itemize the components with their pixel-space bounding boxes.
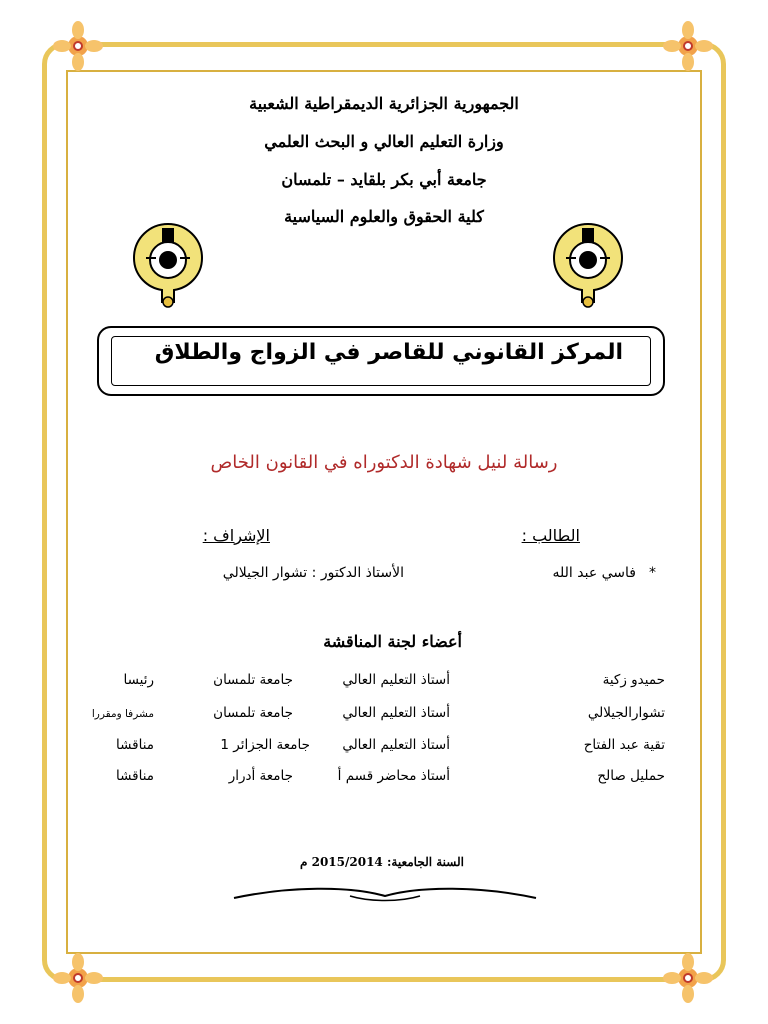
supervisor-name: الأستاذ الدكتور : تشوار الجيلالي — [222, 565, 404, 581]
member-role: مناقشا — [115, 768, 154, 784]
member-role: رئيسا — [123, 672, 154, 688]
university-seal-icon — [126, 218, 210, 310]
thesis-title: المركز القانوني للقاصر في الزواج والطلاق — [154, 340, 623, 365]
student-bullet: * — [649, 565, 656, 581]
member-rank: أستاذ التعليم العالي — [342, 672, 450, 688]
academic-year-label: السنة الجامعية: — [386, 855, 464, 869]
flower-ornament-icon — [50, 18, 106, 74]
university-name: جامعة أبي بكر بلقايد – تلمسان — [281, 170, 487, 189]
member-name: حميدو زكية — [602, 672, 665, 688]
member-university: جامعة أدرار — [228, 768, 293, 784]
student-name: فاسي عبد الله — [552, 565, 636, 581]
supervision-label: الإشراف : — [202, 526, 270, 545]
committee-heading: أعضاء لجنة المناقشة — [323, 632, 462, 651]
member-rank: أستاذ محاضر قسم أ — [337, 768, 450, 784]
member-name: حمليل صالح — [597, 768, 665, 784]
thesis-subtitle: رسالة لنيل شهادة الدكتوراه في القانون الخاص — [210, 452, 558, 473]
member-name: تقية عبد الفتاح — [583, 737, 665, 753]
member-university: جامعة الجزائر 1 — [220, 737, 310, 753]
academic-year-suffix: م — [299, 855, 308, 869]
member-university: جامعة تلمسان — [213, 672, 293, 688]
republic-name: الجمهورية الجزائرية الديمقراطية الشعبية — [249, 94, 519, 113]
member-role: مشرفا ومقررا — [91, 708, 154, 720]
member-name: تشوارالجيلالي — [587, 705, 665, 721]
university-seal-icon — [546, 218, 630, 310]
flower-ornament-icon — [660, 18, 716, 74]
flower-ornament-icon — [660, 950, 716, 1006]
member-rank: أستاذ التعليم العالي — [342, 705, 450, 721]
ministry-name: وزارة التعليم العالي و البحث العلمي — [264, 132, 504, 151]
academic-year — [300, 855, 464, 869]
faculty-name: كلية الحقوق والعلوم السياسية — [284, 207, 484, 226]
member-role: مناقشا — [115, 737, 154, 753]
member-rank: أستاذ التعليم العالي — [342, 737, 450, 753]
member-university: جامعة تلمسان — [213, 705, 293, 721]
thesis-title-box — [97, 326, 665, 396]
inner-frame — [66, 70, 702, 954]
flourish-divider-icon — [230, 882, 540, 906]
student-label: الطالب : — [521, 526, 580, 545]
flower-ornament-icon — [50, 950, 106, 1006]
academic-year-value: 2015/2014 — [311, 855, 383, 869]
